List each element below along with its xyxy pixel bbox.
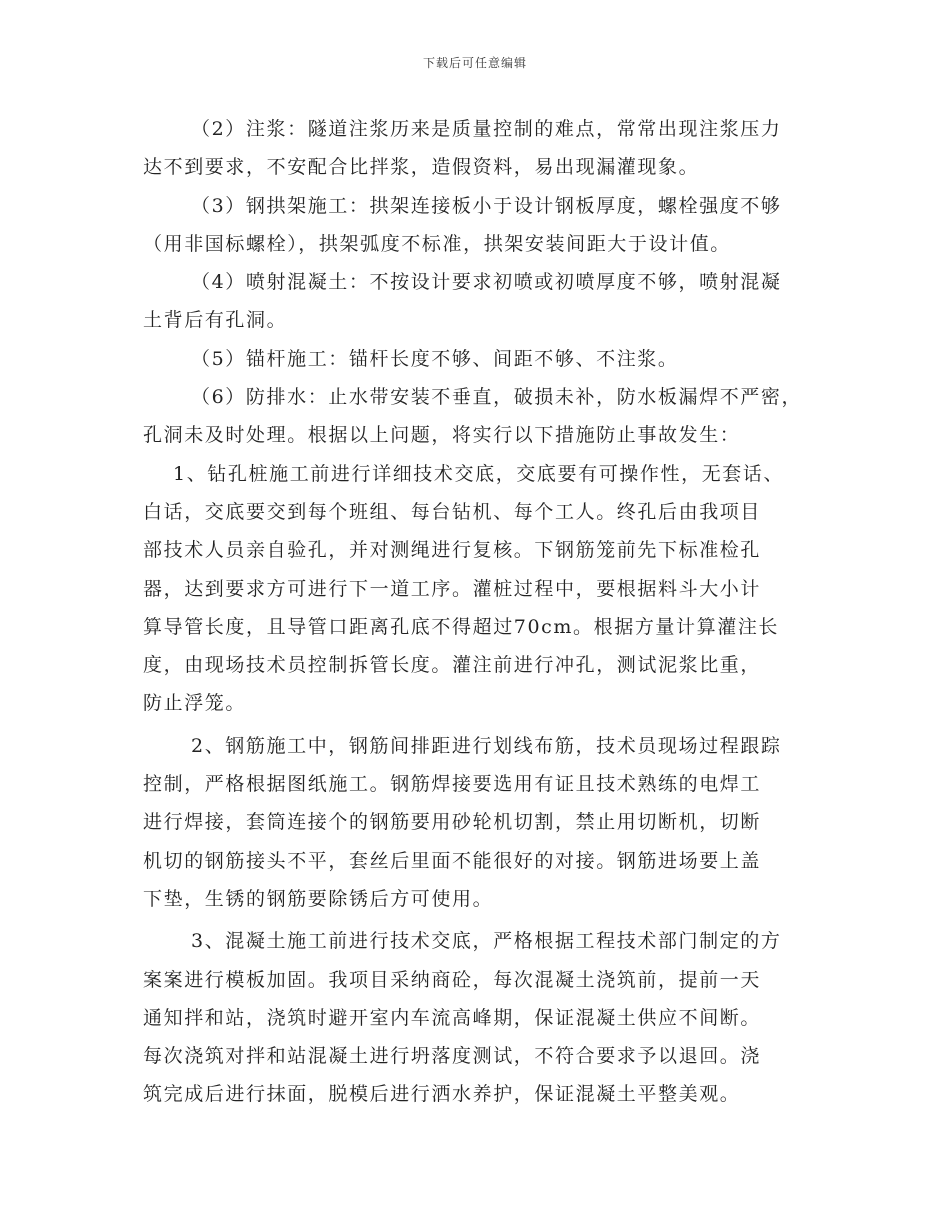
paragraph-line: 算导管长度，且导管口距离孔底不得超过70cm。根据方量计算灌注长 [143,615,780,638]
paragraph-line: 下垫，生锈的钢筋要除锈后方可使用。 [143,887,494,910]
paragraph-line: 通知拌和站，浇筑时避开室内车流高峰期，保证混凝土供应不间断。 [143,1006,762,1029]
paragraph-line: 2、钢筋施工中，钢筋间排距进行划线布筋，技术员现场过程跟踪 [191,734,782,757]
paragraph-line: 度，由现场技术员控制拆管长度。灌注前进行冲孔，测试泥浆比重， [143,654,762,677]
paragraph-line: 3、混凝土施工前进行技术交底，严格根据工程技术部门制定的方 [191,930,782,953]
paragraph-line: （4）喷射混凝土：不按设计要求初喷或初喷厚度不够，喷射混凝 [191,271,782,294]
paragraph-line: 每次浇筑对拌和站混凝土进行坍落度测试，不符合要求予以退回。浇 [143,1045,762,1068]
paragraph-line: （5）锚杆施工：锚杆长度不够、间距不够、不注浆。 [191,347,679,370]
paragraph-line: 部技术人员亲自验孔，并对测绳进行复核。下钢筋笼前先下标准检孔 [143,539,762,562]
paragraph-line: 孔洞未及时处理。根据以上问题，将实行以下措施防止事故发生： [143,424,741,447]
paragraph-line: （用非国标螺栓），拱架弧度不标准，拱架安装间距大于设计值。 [143,232,731,255]
paragraph-line: 白话，交底要交到每个班组、每台钻机、每个工人。终孔后由我项目 [143,500,762,523]
paragraph-line: 土背后有孔洞。 [143,309,288,332]
paragraph-line: 达不到要求，不安配合比拌浆，造假资料，易出现漏灌现象。 [143,156,700,179]
paragraph-line: 案案进行模板加固。我项目采纳商砼，每次混凝土浇筑前，提前一天 [143,968,762,991]
paragraph-line: 防止浮笼。 [143,692,247,715]
paragraph-line: （2）注浆：隧道注浆历来是质量控制的难点，常常出现注浆压力 [191,118,782,140]
paragraph-line: 进行焊接，套筒连接个的钢筋要用砂轮机切割，禁止用切断机，切断 [143,811,762,834]
paragraph-line: 器，达到要求方可进行下一道工序。灌桩过程中，要根据料斗大小计 [143,577,762,600]
document-body [143,110,823,1114]
page-header: 下载后可任意编辑 [422,56,527,70]
paragraph-line: 控制，严格根据图纸施工。钢筋焊接要选用有证且技术熟练的电焊工 [143,773,762,796]
paragraph-line: 筑完成后进行抹面，脱模后进行洒水养护，保证混凝土平整美观。 [143,1083,741,1106]
paragraph-line: （6）防排水：止水带安装不垂直，破损未补，防水板漏焊不严密， [191,386,803,409]
paragraph-line: （3）钢拱架施工：拱架连接板小于设计钢板厚度，螺栓强度不够 [191,194,782,217]
paragraph-line: 1、钻孔桩施工前进行详细技术交底，交底要有可操作性，无套话、 [173,462,785,485]
paragraph-line: 机切的钢筋接头不平，套丝后里面不能很好的对接。钢筋进场要上盖 [143,849,762,872]
